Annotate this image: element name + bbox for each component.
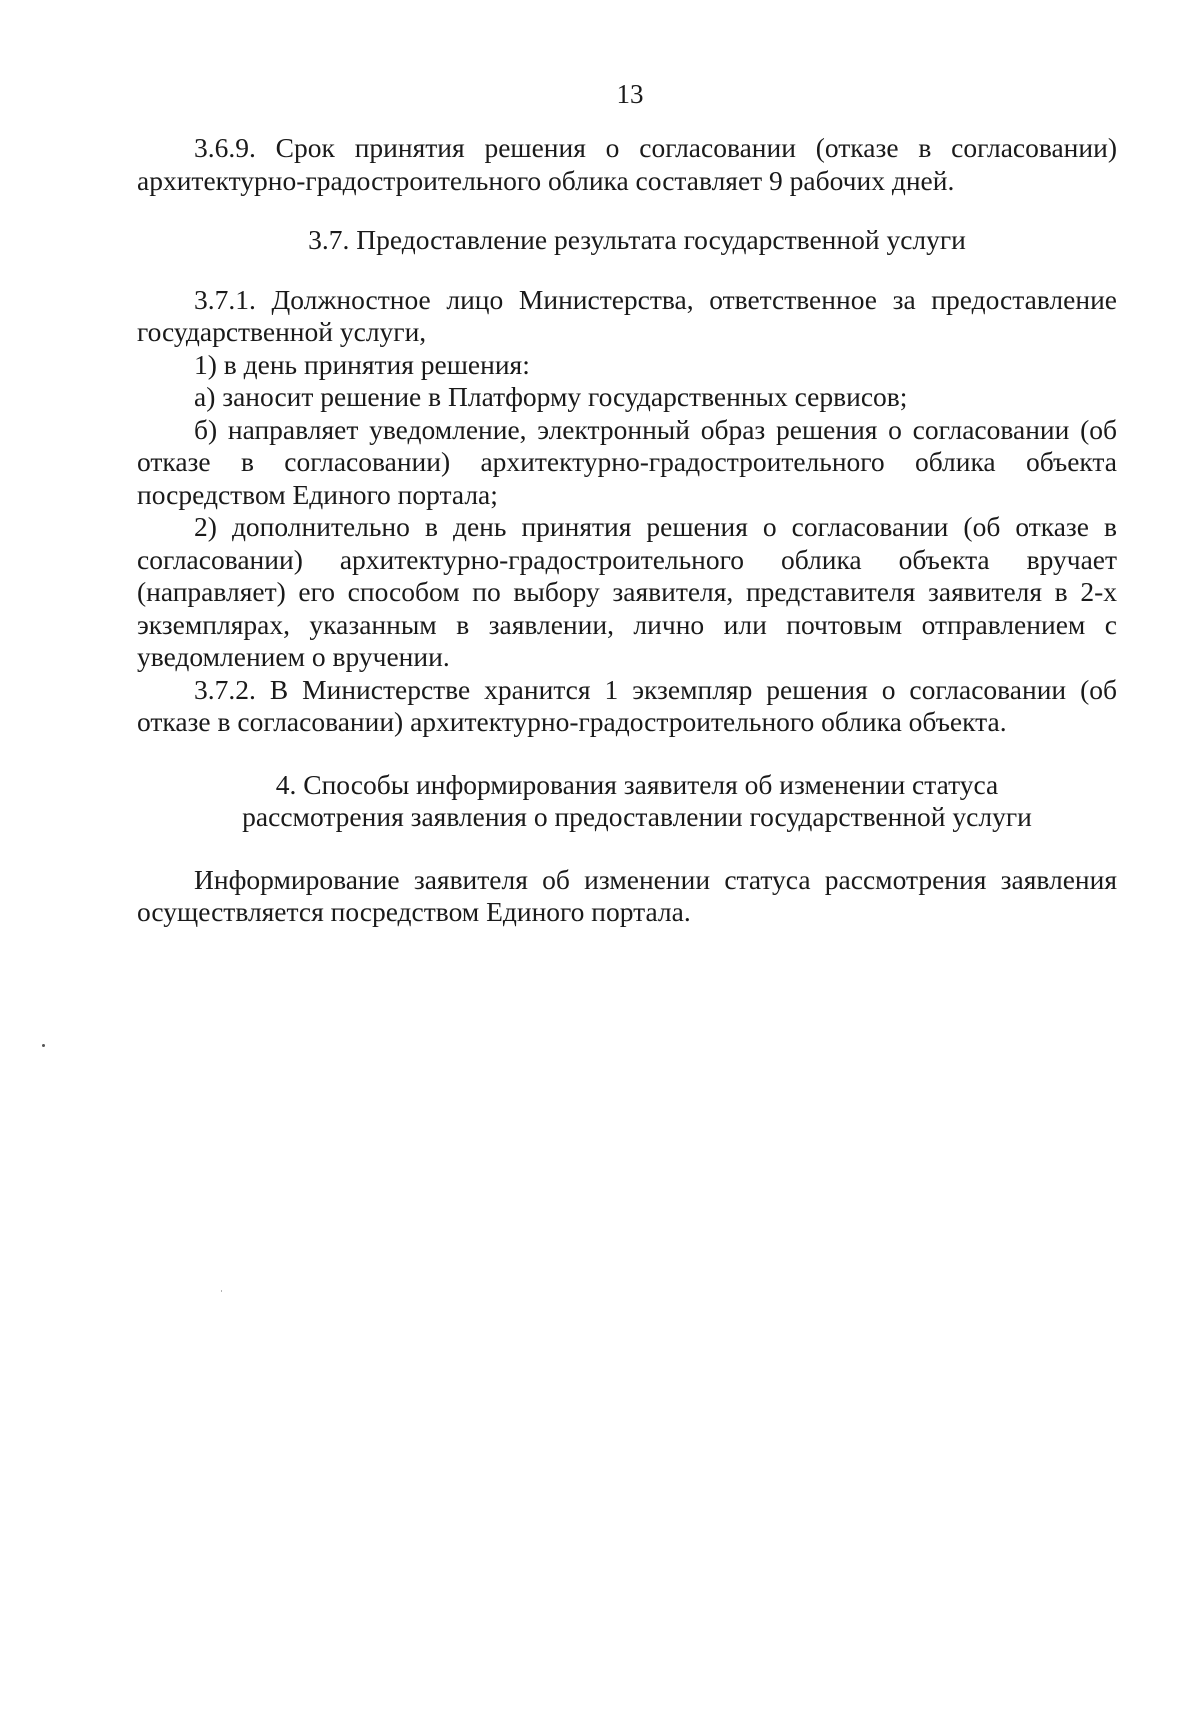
list-item-a: а) заносит решение в Платформу государственных сервисов; [194,381,908,412]
paragraph-3-6-9: 3.6.9. Срок принятия решения о согласовании (отказе в согласовании) архитектурно-градостроительного облика составляет 9 рабочих дней. [137,132,1117,196]
scan-speck [42,1044,45,1047]
section-heading-4 [137,769,1117,834]
list-item-1: 1) в день принятия решения: [194,348,530,380]
list-item-2: 2) дополнительно в день принятия решения о согласовании (об отказе в согласовании) архитектурно-градостроительного облика объекта вручает (направляет) его способом по выбору заявителя, представителя заявителя в 2-х экземплярах, указанным в заявлении, лично или почтовым отправлением с уведомлением о вручении. [137,511,1117,672]
paragraph-3-7-1: 3.7.1. Должностное лицо Министерства, ответственное за предоставление государственной услуги, [137,283,1117,347]
list-item-b: б) направляет уведомление, электронный образ решения о согласовании (об отказе в согласовании) архитектурно-градостроительного облика объекта посредством Единого портала; [137,413,1117,510]
section-heading-4-line-1: 4. Способы информирования заявителя об изменении статуса [275,768,999,800]
document-body [137,132,1117,929]
scan-speck [221,1290,222,1292]
paragraph-3-7-2: 3.7.2. В Министерстве хранится 1 экземпляр решения о согласовании (об отказе в согласовании) архитектурно-градостроительного облика объекта. [137,673,1117,737]
section-heading-3-7: 3.7. Предоставление результата государственной услуги [308,224,966,255]
page-number: 13 [616,79,644,109]
section-heading-4-line-2: рассмотрения заявления о предоставлении государственной услуги [242,801,1032,832]
paragraph-4: Информирование заявителя об изменении статуса рассмотрения заявления осуществляется посредством Единого портала. [137,863,1117,927]
